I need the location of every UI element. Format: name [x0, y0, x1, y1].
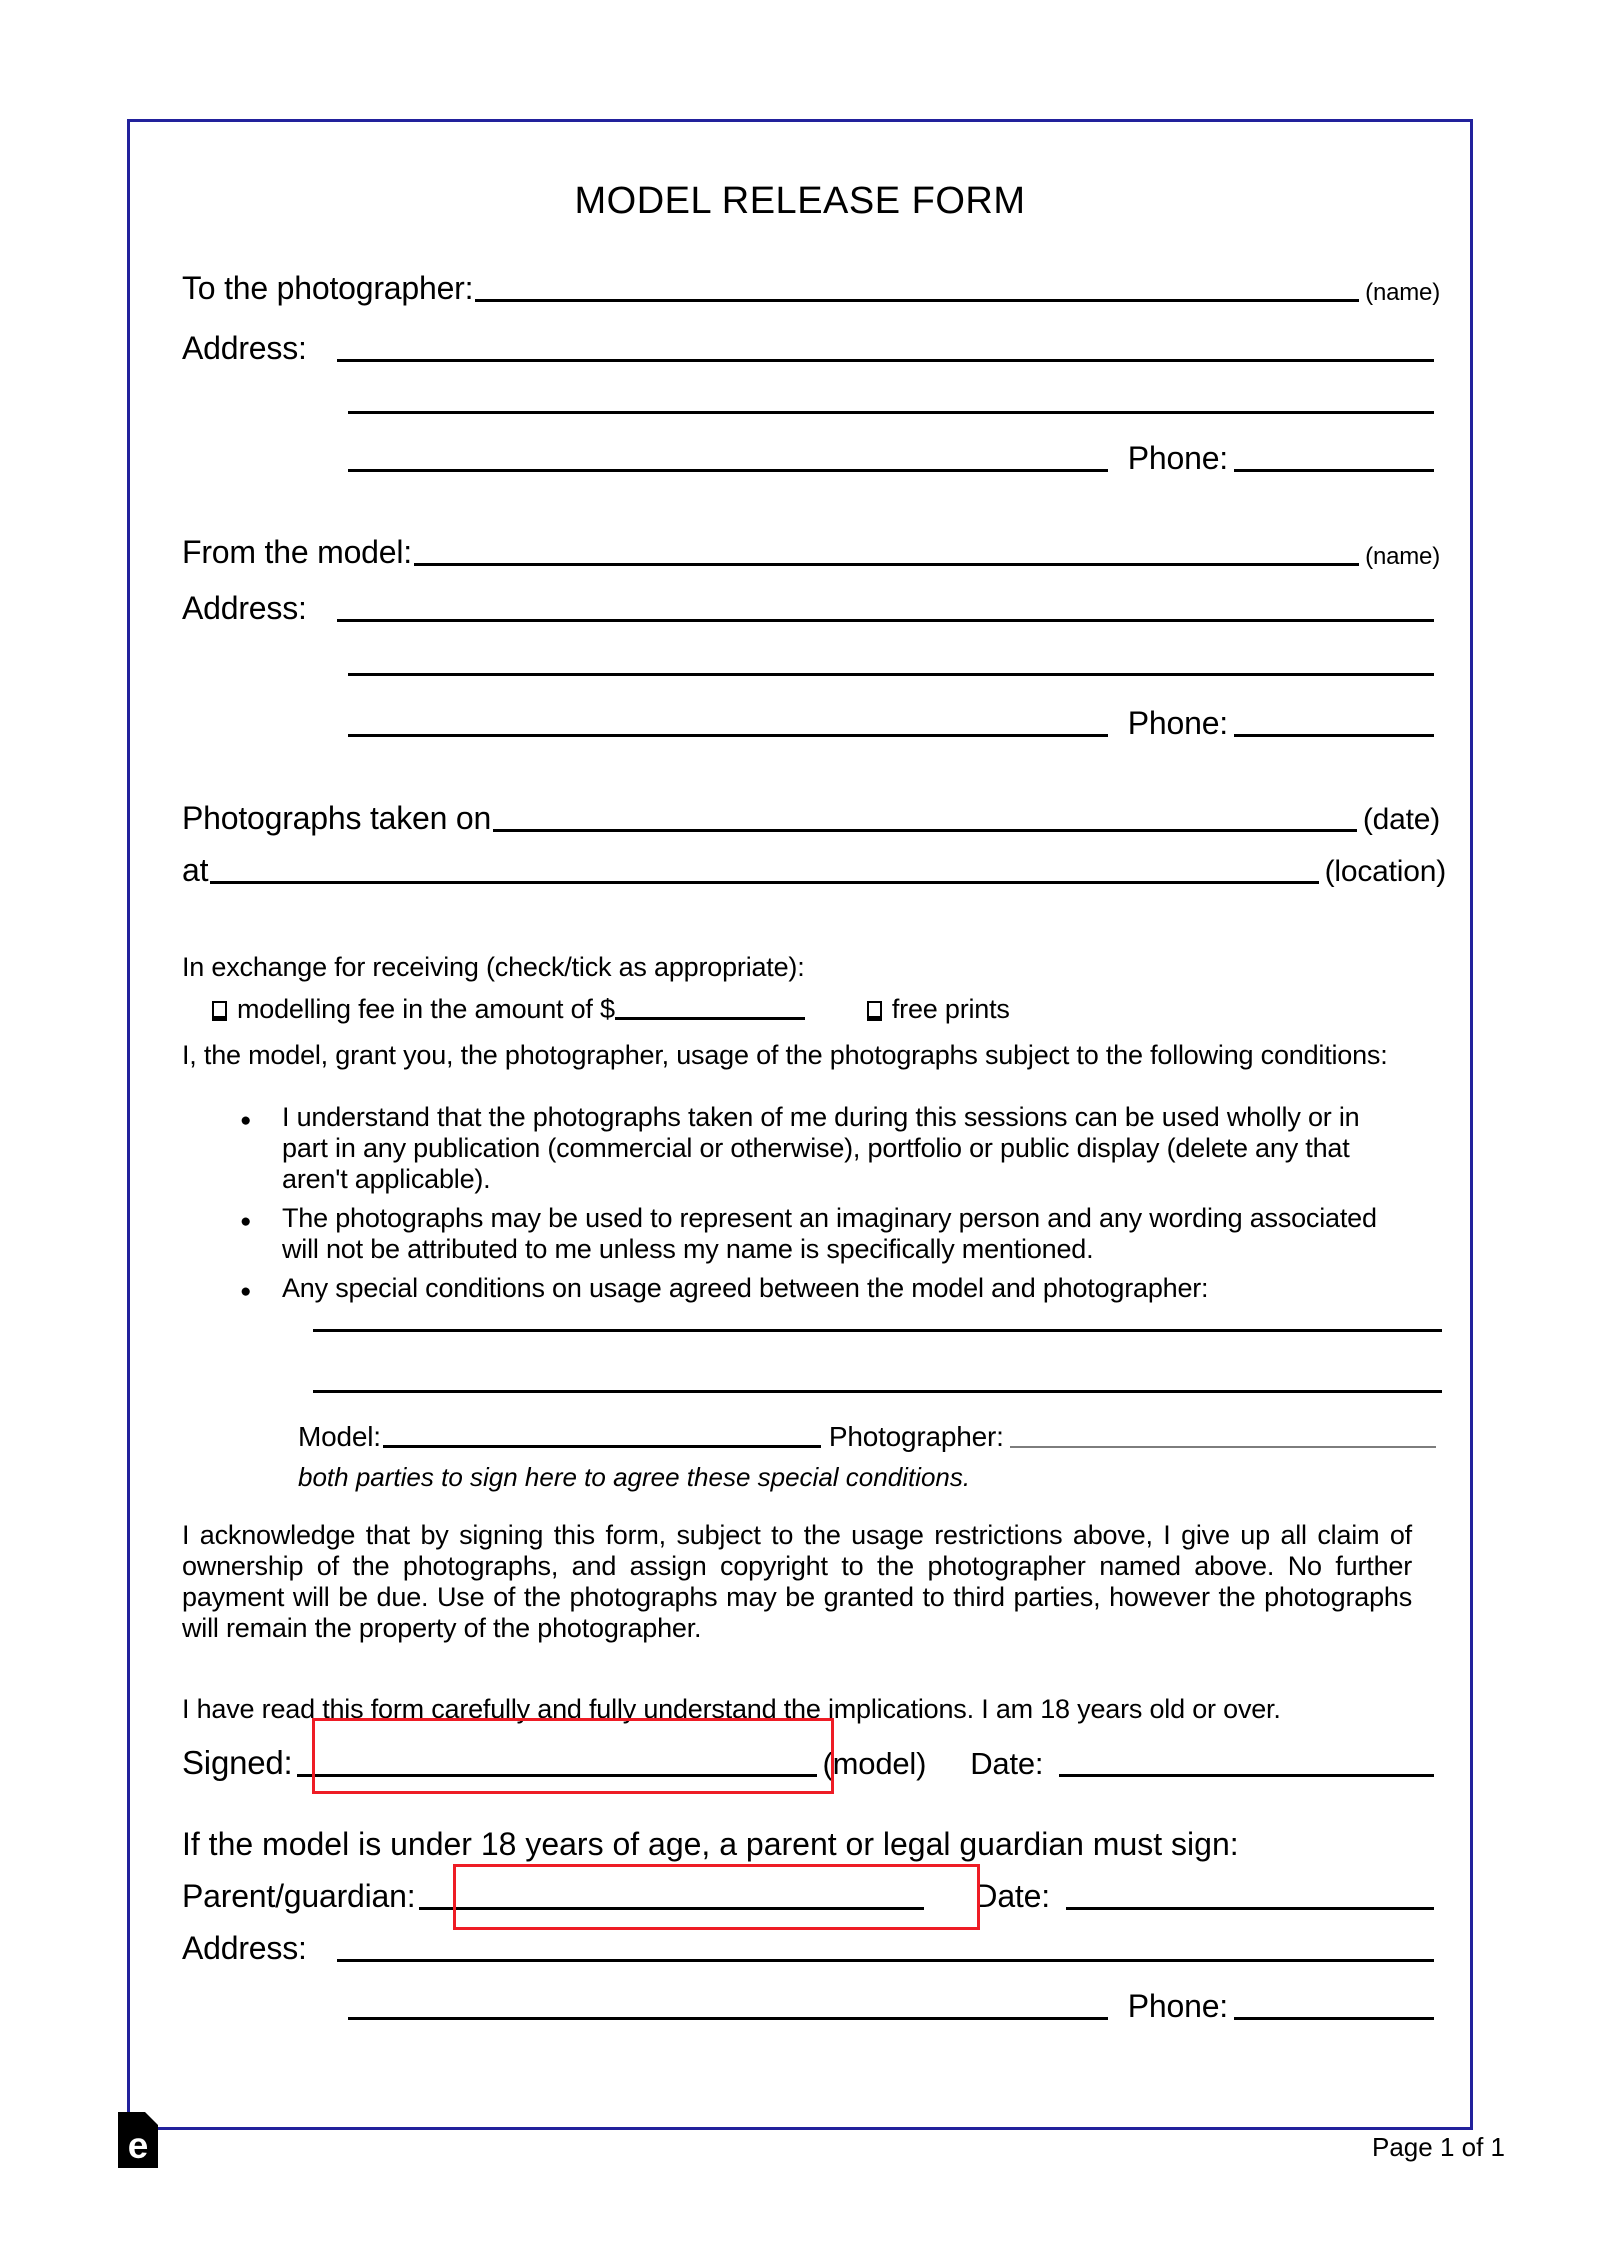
signed-date-label: Date: [970, 1746, 1044, 1782]
date-hint: (date) [1362, 802, 1440, 836]
model-signature-highlight-box[interactable] [312, 1718, 834, 1794]
model-address-field-1[interactable] [337, 592, 1434, 622]
model-name-row [182, 534, 1440, 571]
e-document-logo [118, 2112, 158, 2168]
condition-text-2: The photographs may be used to represent an imaginary person and any wording associated will not be attributed to me unless my name is specifically mentioned. [282, 1203, 1377, 1264]
guardian-address-label: Address: [182, 1930, 307, 1966]
guardian-phone-label: Phone: [1127, 1988, 1228, 2024]
model-release-form [127, 119, 1473, 2130]
shoot-location-field[interactable] [210, 854, 1318, 884]
grant-intro: I, the model, grant you, the photographer, usage of the photographs subject to the following conditions: [182, 1040, 1388, 1070]
photographer-address-label: Address: [182, 330, 307, 366]
photographer-name-row [182, 270, 1440, 307]
exchange-options-row [212, 990, 1430, 1025]
bullet-icon: ● [240, 1211, 252, 1232]
guardian-address-field-2[interactable] [348, 1990, 1108, 2020]
bullet-icon: ● [240, 1110, 252, 1131]
location-hint: (location) [1324, 854, 1446, 888]
special-sign-row [298, 1418, 1442, 1453]
taken-on-label: Photographs taken on [182, 800, 492, 836]
model-address-label: Address: [182, 590, 307, 626]
condition-text-3: Any special conditions on usage agreed between the model and photographer: [282, 1273, 1209, 1303]
model-address-row-1 [182, 590, 1440, 627]
photographer-phone-label: Phone: [1127, 440, 1228, 476]
model-name-hint: (name) [1365, 542, 1440, 570]
guardian-address-row-1 [182, 1930, 1440, 1967]
photographer-phone-row [342, 440, 1440, 477]
special-photographer-label: Photographer: [828, 1420, 1004, 1452]
photographer-name-hint: (name) [1365, 278, 1440, 306]
model-hint: (model) [822, 1745, 927, 1781]
model-phone-row [342, 705, 1440, 742]
guardian-intro: If the model is under 18 years of age, a parent or legal guardian must sign: [182, 1826, 1239, 1862]
special-photographer-sign-field[interactable] [1010, 1418, 1436, 1448]
condition-item-1 [240, 1102, 1406, 1195]
page-title: MODEL RELEASE FORM [574, 180, 1026, 222]
modelling-fee-label: modelling fee in the amount of $ [237, 994, 615, 1024]
guardian-date-field[interactable] [1066, 1880, 1434, 1910]
signed-label: Signed: [182, 1744, 293, 1781]
photographer-address-field-1[interactable] [337, 332, 1434, 362]
guardian-signature-highlight-box[interactable] [453, 1864, 980, 1930]
page-number: Page 1 of 1 [1372, 2132, 1505, 2162]
special-sign-note: both parties to sign here to agree these special conditions. [298, 1462, 971, 1492]
signed-date-field[interactable] [1059, 1747, 1434, 1777]
fee-amount-field[interactable] [615, 990, 805, 1020]
model-phone-field[interactable] [1234, 707, 1434, 737]
guardian-phone-field[interactable] [1234, 1990, 1434, 2020]
model-address-field-3[interactable] [348, 707, 1108, 737]
model-address-row-2 [342, 646, 1440, 681]
free-prints-label: free prints [891, 994, 1010, 1024]
acknowledgement-paragraph: I acknowledge that by signing this form, subject to the usage restrictions above, I give up all claim of ownership of the photographs, and assign copyright to the photographer named above. No further payment will be due. Use of the photographs may be granted to third parties, however the photographs will remain the property of the photographer. [182, 1520, 1412, 1643]
model-phone-label: Phone: [1127, 705, 1228, 741]
guardian-date-label: Date: [974, 1878, 1050, 1914]
special-conditions-field-1[interactable] [313, 1329, 1442, 1332]
condition-item-3 [240, 1273, 1406, 1304]
condition-item-2 [240, 1203, 1406, 1265]
shoot-location-row [182, 852, 1446, 889]
condition-text-1: I understand that the photographs taken of me during this sessions can be used wholly or in part in any publication (commercial or otherwise), portfolio or public display (delete any that aren't applicable). [282, 1102, 1360, 1194]
special-model-label: Model: [298, 1420, 381, 1452]
model-name-field[interactable] [414, 536, 1359, 566]
declaration-text: I have read this form carefully and fully understand the implications. I am 18 years old or over. [182, 1694, 1281, 1724]
photographer-name-field[interactable] [475, 272, 1359, 302]
special-conditions-field-2[interactable] [313, 1390, 1442, 1393]
photographer-phone-field[interactable] [1234, 442, 1434, 472]
parent-guardian-label: Parent/guardian: [182, 1878, 416, 1914]
logo-letter: e [127, 2125, 149, 2166]
photographer-address-row-2 [342, 384, 1440, 419]
to-photographer-label: To the photographer: [182, 270, 474, 306]
exchange-intro: In exchange for receiving (check/tick as appropriate): [182, 952, 805, 982]
from-model-label: From the model: [182, 534, 412, 570]
free-prints-checkbox[interactable] [867, 1001, 882, 1021]
guardian-address-field-1[interactable] [337, 1932, 1434, 1962]
conditions-list [240, 1102, 1406, 1312]
modelling-fee-checkbox[interactable] [212, 1001, 227, 1021]
bullet-icon: ● [240, 1281, 252, 1302]
photographer-address-row-1 [182, 330, 1440, 367]
at-label: at [182, 852, 209, 888]
photographer-address-field-3[interactable] [348, 442, 1108, 472]
model-address-field-2[interactable] [348, 646, 1434, 676]
photographer-address-field-2[interactable] [348, 384, 1434, 414]
shoot-date-field[interactable] [493, 802, 1357, 832]
shoot-date-row [182, 800, 1440, 837]
special-model-sign-field[interactable] [383, 1418, 821, 1448]
folded-corner-icon [145, 2112, 158, 2125]
guardian-phone-row [342, 1988, 1440, 2025]
